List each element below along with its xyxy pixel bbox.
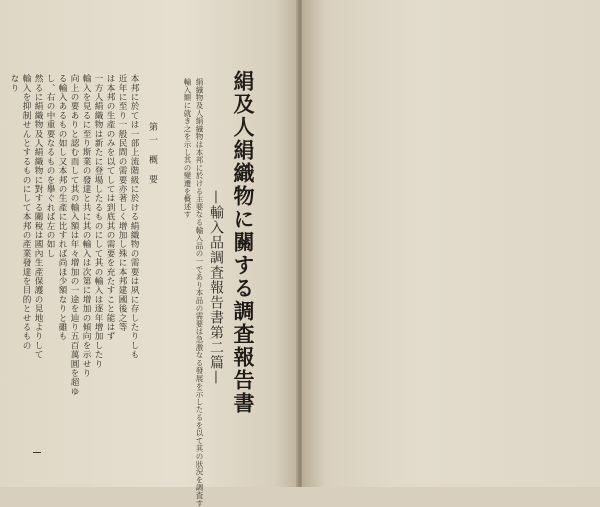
document-subtitle: —輸入品調査報告書第二篇— [208,190,224,385]
section-heading: 第一 概 要 [147,122,157,188]
body-text-line: 一方人絹織物は新たに登場したるものにして其の輸入は逐年增加したり [93,74,103,369]
body-text-line: 然るに絹織物及人絹織物に對する關稅は國內生產保護の見地よりして [33,74,43,360]
body-text-line: なり [9,74,19,93]
body-text-line: 向上の要ありと認む而して其の輸入額は年々增加の一途を辿り五百萬圓を超ゆ [69,74,79,396]
body-text-line: 輸入を抑制せんとするものにして本邦の產業發達を目的とせるもの [21,74,31,350]
left-page [0,0,298,507]
right-page-blank [302,0,600,487]
intro-note: 輸入額に就き之を示し其の變遷を概述す [183,78,192,219]
body-text-line: 輸入を見るに至り斯業の發達と共に其の輸入は次第に增加の傾向を示せり [81,74,91,378]
body-text-line: 本邦に於ては一部上流階級に於ける絹織物の需要は夙に存したりしも [129,74,139,360]
body-text-line: し、右の中重要なるものを擧ぐれば左の如し [45,74,55,258]
document-title: 絹及人絹織物に關する調査報告書 [231,70,256,415]
page-number-mark [33,452,41,453]
body-text-line: は本邦の生產のみを以てしては到底其の需要を充たすこと能はず [105,74,115,341]
body-text-line: 近年に至り一般民間の需要亦著しく增加し殊に本邦建國後之等 [117,74,127,332]
body-text-line: る輸入あるもの如し又本邦の生產に比すれば尚ほ少額なりと雖も [57,74,67,341]
intro-note: 絹織物及人絹織物は本邦に於ける主要なる輸入品の一であり本品の需要は急激なる發展を示したるを以て其の狀況を調査す [195,78,204,507]
